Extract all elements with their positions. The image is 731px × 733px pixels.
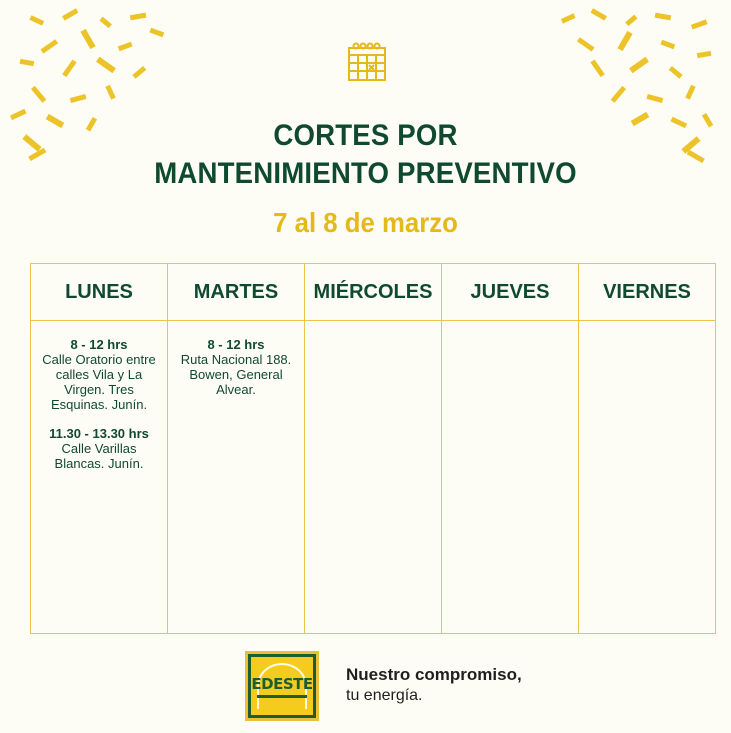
entry-time: 11.30 - 13.30 hrs bbox=[49, 426, 149, 441]
schedule-entry bbox=[168, 337, 304, 397]
slogan bbox=[346, 664, 522, 706]
day-column-lunes bbox=[31, 264, 168, 633]
day-header: LUNES bbox=[31, 264, 167, 321]
schedule-entry bbox=[31, 426, 167, 471]
day-entries bbox=[168, 321, 304, 411]
day-column-jueves bbox=[442, 264, 579, 633]
date-range: 7 al 8 de marzo bbox=[273, 207, 458, 238]
slogan-line-1: Nuestro compromiso, bbox=[346, 665, 522, 684]
calendar-cross-icon bbox=[346, 41, 388, 83]
day-entries bbox=[305, 321, 441, 337]
entry-time: 8 - 12 hrs bbox=[70, 337, 128, 352]
logo-underline bbox=[257, 695, 307, 698]
entry-time: 8 - 12 hrs bbox=[207, 337, 265, 352]
day-header: VIERNES bbox=[579, 264, 715, 321]
logo-text: EDESTE bbox=[251, 675, 313, 693]
day-column-viernes bbox=[579, 264, 715, 633]
schedule-entry bbox=[31, 337, 167, 412]
day-header: JUEVES bbox=[442, 264, 578, 321]
day-entries bbox=[31, 321, 167, 485]
day-column-martes bbox=[168, 264, 305, 633]
entry-place: Ruta Nacional 188. Bowen, General Alvear. bbox=[180, 352, 292, 397]
slogan-line-2: tu energía. bbox=[346, 687, 423, 704]
day-column-miercoles bbox=[305, 264, 442, 633]
entry-place: Calle Varillas Blancas. Junín. bbox=[54, 441, 144, 471]
schedule-table bbox=[30, 263, 716, 634]
logo-badge bbox=[251, 657, 313, 715]
day-header: MARTES bbox=[168, 264, 304, 321]
day-header: MIÉRCOLES bbox=[305, 264, 441, 321]
day-entries bbox=[442, 321, 578, 337]
day-entries bbox=[579, 321, 715, 337]
page-title bbox=[29, 117, 702, 193]
title-line-1: CORTES POR bbox=[273, 119, 458, 152]
title-line-2: MANTENIMIENTO PREVENTIVO bbox=[154, 157, 577, 190]
entry-place: Calle Oratorio entre calles Vila y La Virgen. Tres Esquinas. Junín. bbox=[42, 352, 156, 412]
edeste-logo bbox=[245, 651, 319, 721]
